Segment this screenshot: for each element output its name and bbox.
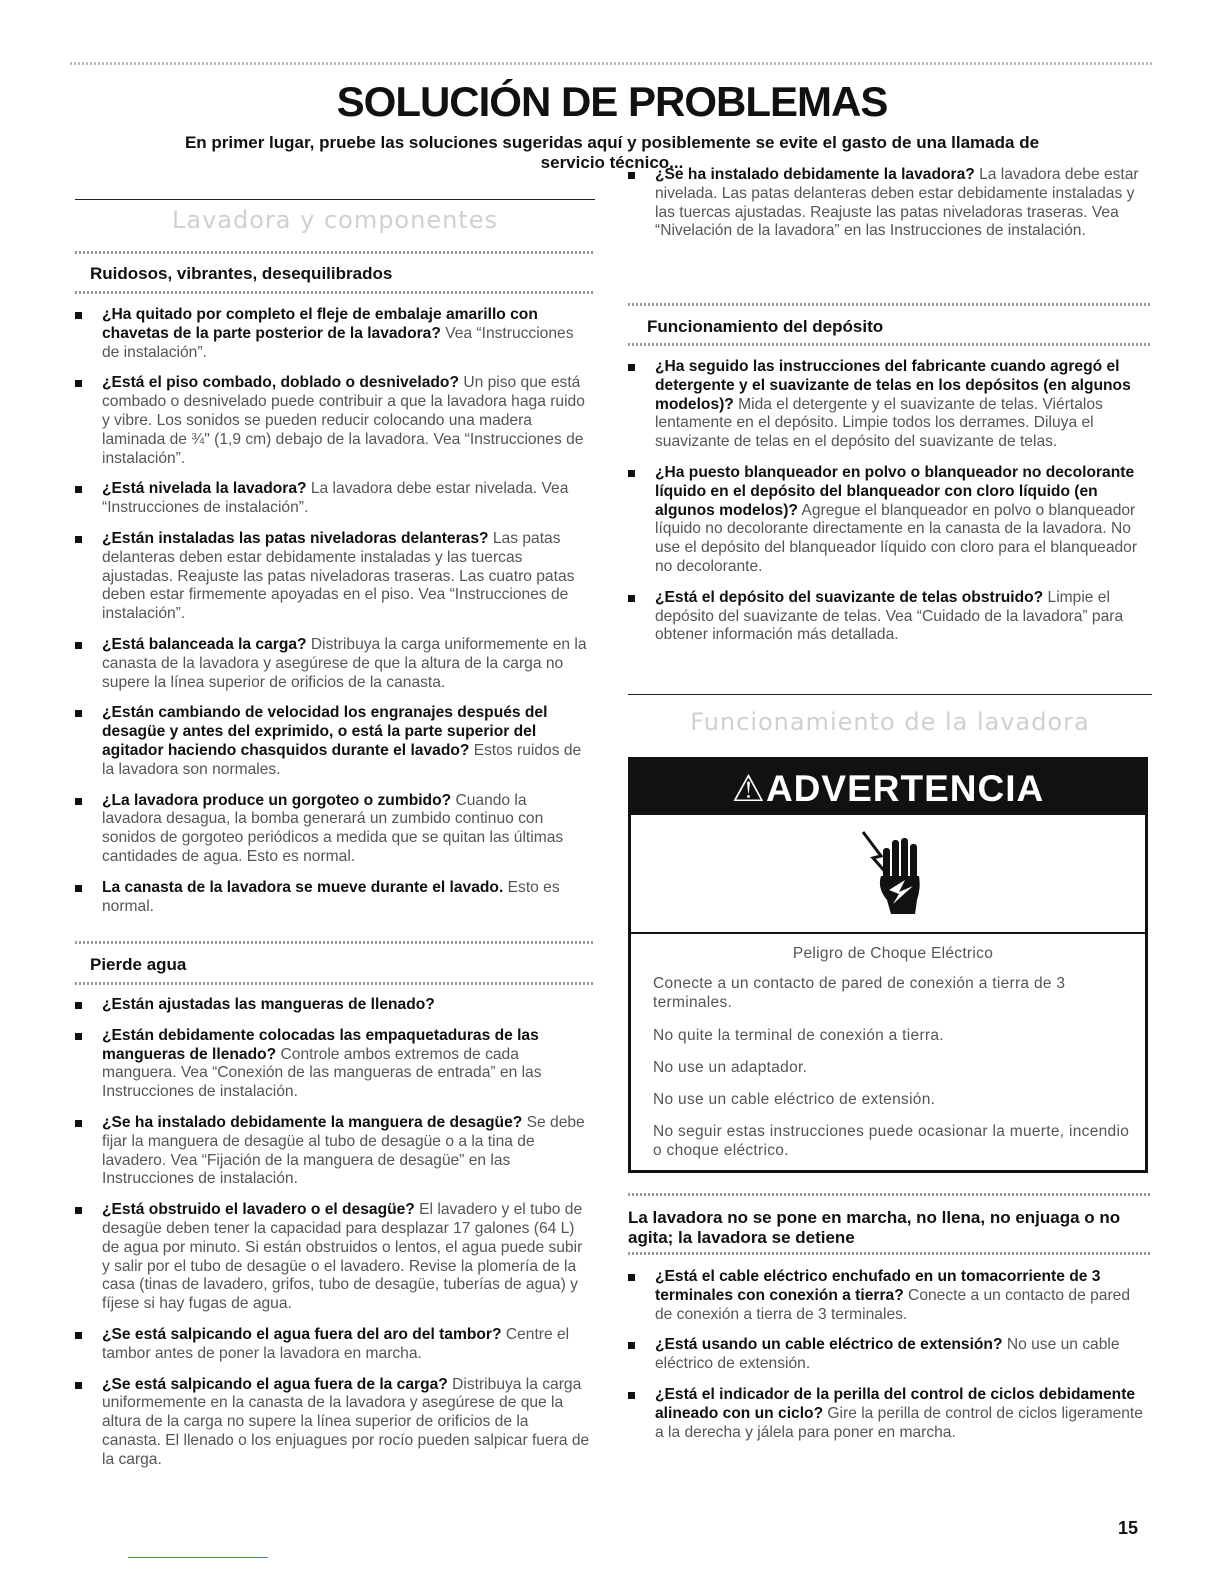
- list-item: [628, 1386, 1150, 1442]
- answer-text: Estos ruidos de la lavadora son normales.: [102, 741, 582, 778]
- list-dispenser: [628, 358, 1150, 657]
- question-text: ¿Está obstruido el lavadero o el desagüe?: [102, 1201, 415, 1219]
- warning-title: Peligro de Choque Eléctrico: [792, 945, 994, 962]
- question-text: ¿Se está salpicando el agua fuera de la carga?: [102, 1375, 448, 1393]
- question-text: ¿Se ha instalado debidamente la manguera de desagüe?: [102, 1113, 523, 1131]
- answer-text: Distribuya la carga uniformemente en la canasta de la lavadora y asegúrese de que la altura de la carga no supere la línea superior de orificios de la canasta.: [102, 635, 587, 691]
- page-subtitle: En primer lugar, pruebe las soluciones sugeridas aquí y posiblemente se evite el gasto de una llamada de servicio técnico...: [184, 133, 1040, 172]
- answer-text: Mida el detergente y el suavizante de telas. Viértalos lentamente en el depósito. Limpie todos los derrames. Diluya el suavizante de telas en el depósito del suavizante de telas.: [655, 395, 1103, 451]
- list-no-start: [628, 1268, 1150, 1454]
- list-item: [75, 306, 590, 362]
- question-text: ¿Están debidamente colocadas las empaquetaduras de las mangueras de llenado?: [102, 1026, 539, 1063]
- question-text: ¿Está el piso combado, doblado o desnivelado?: [102, 374, 459, 392]
- section-rule: [75, 199, 595, 200]
- question-text: ¿Está el depósito del suavizante de telas obstruido?: [655, 588, 1044, 606]
- answer-text: Esto es normal.: [102, 878, 560, 915]
- question-text: ¿Está balanceada la carga?: [102, 635, 307, 653]
- section-rule: [628, 694, 1152, 695]
- question-text: ¿Está nivelada la lavadora?: [102, 480, 307, 498]
- answer-text: La lavadora debe estar nivelada. Las patas delanteras deben estar debidamente instaladas y las tuercas ajustadas. Reajuste las patas niveladoras traseras. Vea “Nivelación de la lavadora” en las Instrucciones de instalación.: [655, 166, 1139, 240]
- section-title-washer-operation: Funcionamiento de la lavadora: [690, 708, 1090, 736]
- list-item: [75, 879, 590, 917]
- list-install: [628, 166, 1150, 253]
- warning-banner: [631, 760, 1145, 815]
- answer-text: Controle ambos extremos de cada manguera. Vea “Conexión de las mangueras de entrada” en las Instrucciones de instalación.: [102, 1045, 542, 1101]
- question-text: ¿Están ajustadas las mangueras de llenado?: [102, 996, 435, 1013]
- answer-text: La lavadora debe estar nivelada. Vea “Instrucciones de instalación”.: [102, 480, 569, 517]
- answer-text: Distribuya la carga uniformemente en la canasta de la lavadora y asegúrese de que la altura de la carga no supere la línea superior de orificios de la canasta. El llenado o los enjuagues por rocío pueden salpicar fuera de la carga.: [102, 1375, 590, 1468]
- answer-text: No use un cable eléctrico de extensión.: [655, 1336, 1120, 1373]
- question-text: ¿Están instaladas las patas niveladoras delanteras?: [102, 529, 489, 547]
- list-item: [75, 1027, 590, 1102]
- heading-dispenser: Funcionamiento del depósito: [647, 317, 884, 336]
- question-text: ¿Ha puesto blanqueador en polvo o blanqueador no decolorante líquido en el depósito del blanqueador con cloro líquido (en algunos modelos)?: [655, 463, 1135, 519]
- list-item: [628, 1336, 1150, 1374]
- answer-text: Limpie el depósito del suavizante de telas. Vea “Cuidado de la lavadora” para obtener información más detallada.: [655, 588, 1124, 644]
- list-item: [75, 374, 590, 468]
- answer-text: Cuando la lavadora desagua, la bomba generará un zumbido continuo con sonidos de gorgoteo periódicos a medida que se quitan las últimas cantidades de agua. Esto es normal.: [102, 791, 564, 865]
- dotted-rule: [628, 303, 1152, 306]
- list-item: [75, 1114, 590, 1189]
- question-text: ¿Se ha instalado debidamente la lavadora?: [655, 166, 975, 183]
- dotted-rule: [75, 251, 595, 254]
- warning-triangle-icon: ⚠: [731, 768, 766, 809]
- list-item: [75, 636, 590, 692]
- answer-text: Gire la perilla de control de ciclos ligeramente a la derecha y jálela para poner en marcha.: [655, 1404, 1143, 1441]
- page-title: SOLUCIÓN DE PROBLEMAS: [336, 78, 888, 125]
- answer-text: Se debe fijar la manguera de desagüe al tubo de desagüe o a la tina de lavadero. Vea “Fijación de la manguera de desagüe” en las Instrucciones de instalación.: [102, 1113, 585, 1188]
- list-item: [75, 1201, 590, 1314]
- warning-line-4: No use un cable eléctrico de extensión.: [653, 1091, 936, 1108]
- answer-text: El lavadero y el tubo de desagüe deben tener la capacidad para desplazar 17 galones (64 L) de agua por minuto. Si están obstruidos o lentos, el agua puede subir y salir por el tubo de desagüe o el lavadero. Revise la plomería de la casa (tinas de lavadero, grifos, tubo de desagüe, tuberías de agua) y fíjese si hay fugas de agua.: [102, 1201, 583, 1313]
- list-item: [628, 464, 1150, 577]
- list-item: [75, 530, 590, 624]
- dotted-rule: [628, 343, 1152, 346]
- question-text: ¿Ha quitado por completo el fleje de embalaje amarillo con chavetas de la parte posterior de la lavadora?: [102, 306, 538, 342]
- question-text: ¿Está usando un cable eléctrico de extensión?: [655, 1336, 1003, 1354]
- dotted-rule: [75, 291, 595, 294]
- warning-line-3: No use un adaptador.: [653, 1059, 808, 1076]
- heading-leaks: Pierde agua: [90, 955, 187, 974]
- list-item: [75, 792, 590, 867]
- heading-noisy: Ruidosos, vibrantes, desequilibrados: [90, 264, 393, 283]
- list-item: [75, 1376, 590, 1470]
- warning-divider: [631, 932, 1145, 934]
- list-item: [75, 480, 590, 518]
- dotted-rule: [75, 941, 595, 944]
- question-text: La canasta de la lavadora se mueve durante el lavado.: [102, 878, 504, 896]
- list-noisy: [75, 306, 590, 928]
- list-item: [628, 358, 1150, 452]
- warning-line-1: Conecte a un contacto de pared de conexión a tierra de 3 terminales.: [653, 975, 1066, 1011]
- warning-line-5: No seguir estas instrucciones puede ocasionar la muerte, incendio o choque eléctrico.: [653, 1123, 1130, 1159]
- question-text: ¿Ha seguido las instrucciones del fabricante cuando agregó el detergente y el suavizante de telas en los depósitos (en algunos modelos)?: [655, 358, 1131, 413]
- question-text: ¿La lavadora produce un gorgoteo o zumbido?: [102, 791, 452, 809]
- dotted-rule: [628, 1193, 1152, 1196]
- list-leaks: [75, 996, 590, 1482]
- answer-text: Las patas delanteras deben estar debidamente instaladas y las tuercas ajustadas. Reajuste las patas niveladoras traseras. Las cuatro patas deben estar firmemente apoyadas en el piso. Vea “Instrucciones de instalación”.: [102, 529, 575, 623]
- electric-shock-icon: [859, 828, 929, 918]
- question-text: ¿Está el indicador de la perilla del control de ciclos debidamente alineado con un ciclo?: [655, 1385, 1136, 1422]
- list-item: [75, 1326, 590, 1364]
- page-number: 15: [1118, 1518, 1139, 1538]
- top-dotted-rule: [70, 62, 1154, 65]
- answer-text: Conecte a un contacto de pared de conexión a tierra de 3 terminales.: [655, 1286, 1130, 1323]
- answer-text: Un piso que está combado o desnivelado puede contribuir a que la lavadora haga ruido y vibre. Los sonidos se pueden reducir colocando una madera laminada de ¾" (1,9 cm) debajo de la lavadora. Vea “Instrucciones de instalación”.: [102, 374, 585, 467]
- answer-text: Vea “Instrucciones de instalación”.: [102, 324, 574, 361]
- list-item: [75, 704, 590, 779]
- warning-line-2: No quite la terminal de conexión a tierra.: [653, 1027, 944, 1044]
- question-text: ¿Se está salpicando el agua fuera del aro del tambor?: [102, 1325, 502, 1343]
- warning-banner-label: ADVERTENCIA: [765, 768, 1045, 809]
- heading-no-start: La lavadora no se pone en marcha, no llena, no enjuaga o no agita; la lavadora se detiene: [628, 1208, 1121, 1247]
- question-text: ¿Está el cable eléctrico enchufado en un tomacorriente de 3 terminales con conexión a tierra?: [655, 1268, 1101, 1304]
- dotted-rule: [75, 982, 595, 985]
- warning-box: [628, 757, 1148, 1173]
- section-title-washer-components: Lavadora y componentes: [172, 206, 498, 234]
- list-item: [628, 589, 1150, 645]
- list-item: [628, 166, 1150, 241]
- answer-text: Agregue el blanqueador en polvo o blanqueador líquido no decolorante directamente en la canasta de la lavadora. No use el depósito del blanqueador líquido con cloro para el blanqueador no decolorante.: [655, 501, 1138, 575]
- list-item: [75, 996, 590, 1015]
- footer-rule: [128, 1557, 268, 1558]
- list-item: [628, 1268, 1150, 1324]
- question-text: ¿Están cambiando de velocidad los engranajes después del desagüe y antes del exprimido, o está la parte superior del agitador haciendo chasquidos durante el lavado?: [102, 704, 548, 759]
- dotted-rule: [628, 1252, 1152, 1255]
- answer-text: Centre el tambor antes de poner la lavadora en marcha.: [102, 1325, 570, 1362]
